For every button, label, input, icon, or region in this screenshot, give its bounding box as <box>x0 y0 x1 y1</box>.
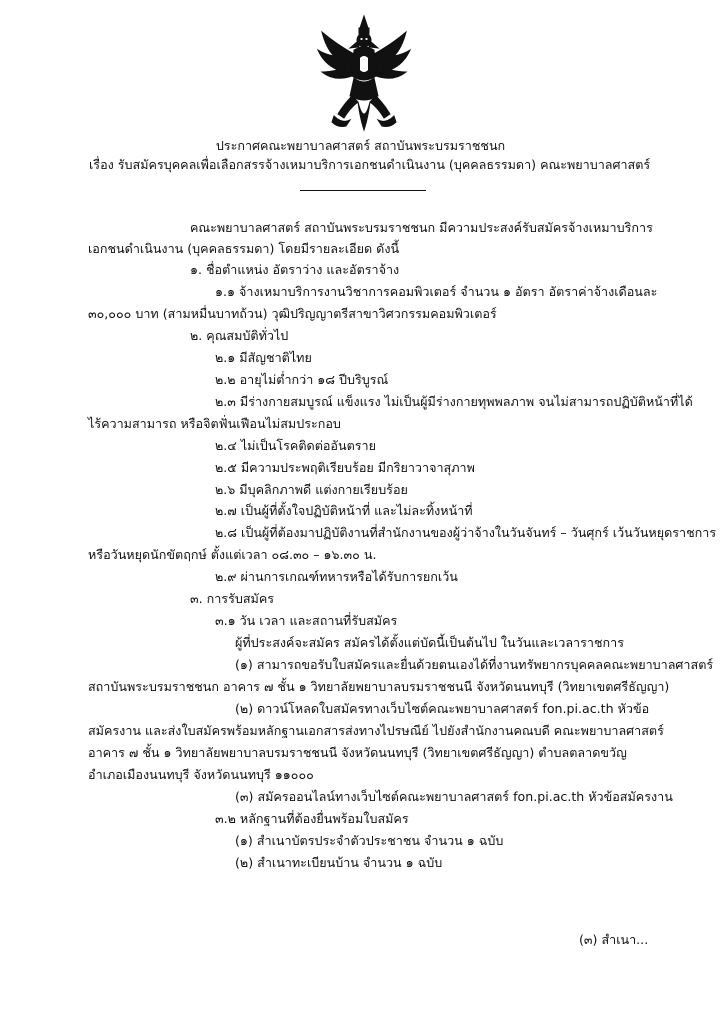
qualification-item: ๒.๗ เป็นผู้ที่ตั้งใจปฏิบัติหน้าที่ และไม่ละทิ้งหน้าที่ <box>215 503 473 518</box>
qualification-item: ๒.๑ มีสัญชาติไทย <box>215 350 312 365</box>
qualification-item: ๒.๘ เป็นผู้ที่ต้องมาปฏิบัติงานที่สำนักงานของผู้ว่าจ้างในวันจันทร์ – วันศุกร์ เว้นวันหยุดราชการ <box>215 525 717 540</box>
qualification-item: ๒.๖ มีบุคลิกภาพดี แต่งกายเรียบร้อย <box>215 482 408 497</box>
garuda-emblem <box>316 14 412 132</box>
body-line: ๓๐,๐๐๐ บาท (สามหมื่นบาทถ้วน) วุฒิปริญญาตรีสาขาวิศวกรรมคอมพิวเตอร์ <box>88 306 497 321</box>
header-divider <box>300 190 426 191</box>
body-line: อาคาร ๗ ชั้น ๑ วิทยาลัยพยาบาลบรมราชชนนี จังหวัดนนทบุรี (วิทยาเขตศรีธัญญา) ตำบลตลาดขวัญ <box>88 745 627 760</box>
continuation-marker: (๓) สำเนา... <box>579 932 649 947</box>
body-line: ๑.๑ จ้างเหมาบริการงานวิชาการคอมพิวเตอร์ จำนวน ๑ อัตรา อัตราค่าจ้างเดือนละ <box>215 284 658 299</box>
document-item: (๑) สำเนาบัตรประจำตัวประชาชน จำนวน ๑ ฉบับ <box>235 833 504 848</box>
announcement-subject: เรื่อง รับสมัครบุคคลเพื่อเลือกสรรจ้างเหมาบริการเอกชนดำเนินงาน (บุคคลธรรมดา) คณะพยาบาลศาสตร์ <box>89 157 651 172</box>
section-heading: ๒. คุณสมบัติทั่วไป <box>190 328 289 343</box>
qualification-item: ๒.๔ ไม่เป็นโรคติดต่ออันตราย <box>215 438 377 453</box>
application-method: (๒) ดาวน์โหลดใบสมัครทางเว็บไซต์คณะพยาบาลศาสตร์ fon.pi.ac.th หัวข้อ <box>235 701 650 716</box>
body-line: คณะพยาบาลศาสตร์ สถาบันพระบรมราชชนก มีความประสงค์รับสมัครจ้างเหมาบริการ <box>190 220 653 235</box>
body-line: สถาบันพระบรมราชชนก อาคาร ๗ ชั้น ๑ วิทยาลัยพยาบาลบรมราชชนนี จังหวัดนนทบุรี (วิทยาเขตศรีธัญญา) <box>88 679 670 694</box>
body-line: สมัครงาน และส่งใบสมัครพร้อมหลักฐานเอกสารส่งทางไปรษณีย์ ไปยังสำนักงานคณบดี คณะพยาบาลศาสตร์ <box>88 723 664 738</box>
body-line: ผู้ที่ประสงค์จะสมัคร สมัครได้ตั้งแต่บัดนี้เป็นต้นไป ในวันและเวลาราชการ <box>235 635 624 650</box>
qualification-item: ๒.๒ อายุไม่ต่ำกว่า ๑๘ ปีบริบูรณ์ <box>215 372 389 387</box>
document-item: (๒) สำเนาทะเบียนบ้าน จำนวน ๑ ฉบับ <box>235 855 443 870</box>
subsection-heading: ๓.๑ วัน เวลา และสถานที่รับสมัคร <box>215 613 398 628</box>
qualification-item: ๒.๙ ผ่านการเกณฑ์ทหารหรือได้รับการยกเว้น <box>215 569 458 584</box>
application-method: (๑) สามารถขอรับใบสมัครและยื่นด้วยตนเองได้ที่งานทรัพยากรบุคคลคณะพยาบาลศาสตร์ <box>235 657 714 672</box>
subsection-heading: ๓.๒ หลักฐานที่ต้องยื่นพร้อมใบสมัคร <box>215 811 409 826</box>
application-method: (๓) สมัครออนไลน์ทางเว็บไซต์คณะพยาบาลศาสตร์ fon.pi.ac.th หัวข้อสมัครงาน <box>235 789 673 804</box>
body-line: ไร้ความสามารถ หรือจิตฟั่นเฟือนไม่สมประกอบ <box>88 416 341 431</box>
section-heading: ๑. ชื่อตำแหน่ง อัตราว่าง และอัตราจ้าง <box>190 262 400 277</box>
body-line: หรือวันหยุดนักขัตฤกษ์ ตั้งแต่เวลา ๐๘.๓๐ – ๑๖.๓๐ น. <box>88 547 377 562</box>
section-heading: ๓. การรับสมัคร <box>190 591 275 606</box>
body-line: เอกชนดำเนินงาน (บุคคลธรรมดา) โดยมีรายละเอียด ดังนี้ <box>88 241 400 256</box>
qualification-item: ๒.๕ มีความประพฤติเรียบร้อย มีกริยาวาจาสุภาพ <box>215 460 475 475</box>
announcement-title: ประกาศคณะพยาบาลศาสตร์ สถาบันพระบรมราชชนก <box>215 138 506 153</box>
qualification-item: ๒.๓ มีร่างกายสมบูรณ์ แข็งแรง ไม่เป็นผู้มีร่างกายทุพพลภาพ จนไม่สามารถปฏิบัติหน้าที่ได้ <box>215 394 693 409</box>
body-line: อำเภอเมืองนนทบุรี จังหวัดนนทบุรี ๑๑๐๐๐ <box>88 767 314 782</box>
